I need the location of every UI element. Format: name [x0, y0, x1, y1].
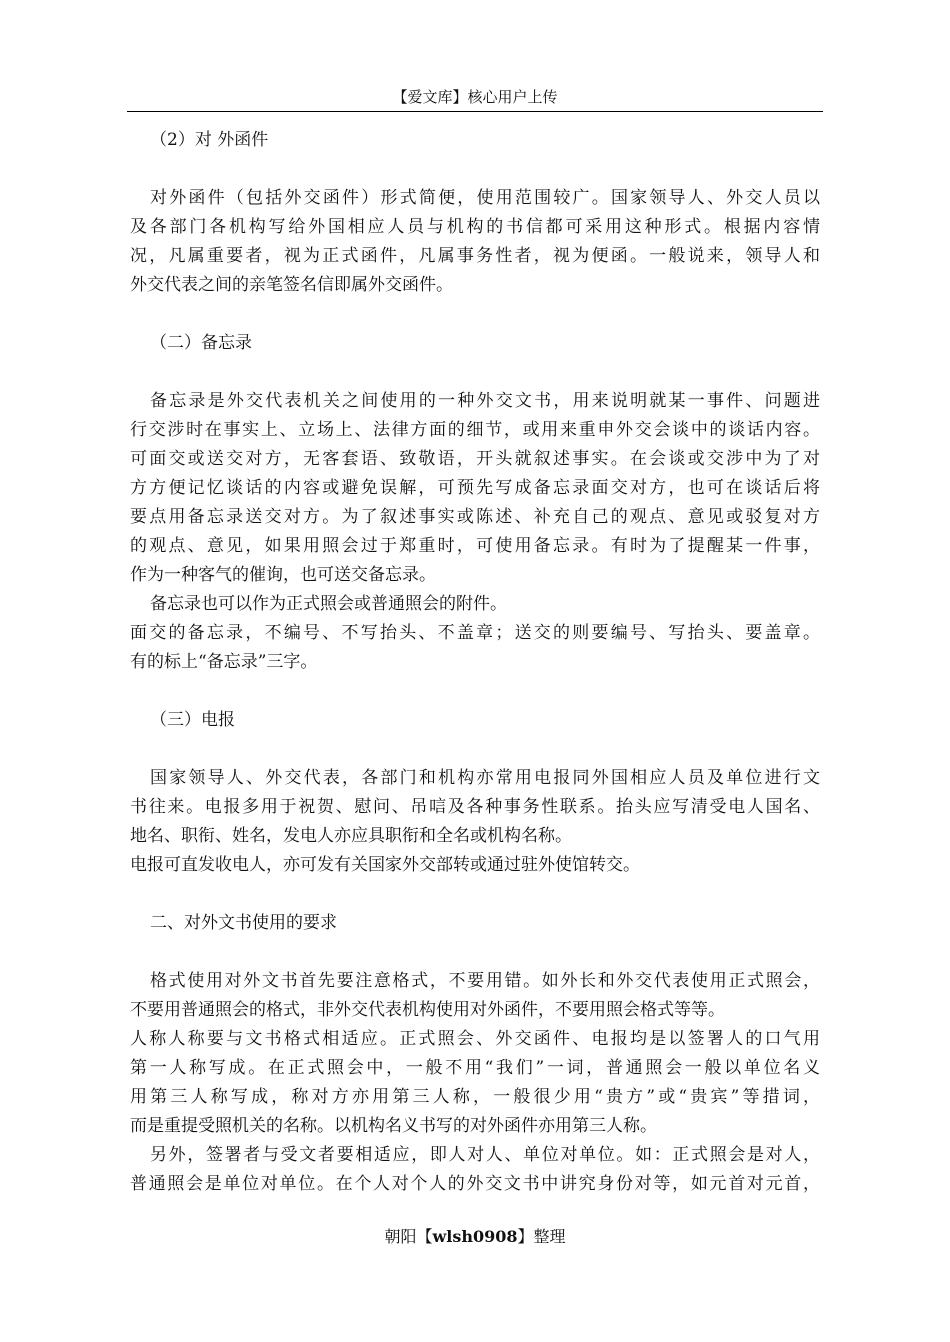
document-body	[130, 126, 820, 1199]
text-line: 而是重提受照机关的名称。以机构名义书写的对外函件亦用第三人称。	[130, 1116, 657, 1136]
text-line: 书往来。电报多用于祝贺、慰问、吊唁及各种事务性联系。抬头应写清受电人国名、	[130, 797, 820, 817]
text-line: 有的标上“备忘录”三字。	[130, 652, 318, 672]
paragraph-memorandum	[130, 387, 820, 590]
paragraph-format	[130, 967, 820, 1025]
text-line: 不要用普通照会的格式，非外交代表机构使用对外函件，不要用照会格式等等。	[130, 1000, 725, 1020]
text-line: 用第三人称写成，称对方亦用第三人称，一般很少用“贵方”或“贵宾”等措词，	[130, 1087, 820, 1107]
text-line: 方方便记忆谈话的内容或避免误解，可预先写成备忘录面交对方，也可在谈话后将	[130, 478, 820, 498]
paragraph-person	[130, 1025, 820, 1141]
paragraph-signatory	[130, 1141, 820, 1199]
paragraph-memorandum-attachment: 备忘录也可以作为正式照会或普通照会的附件。	[150, 594, 507, 614]
paragraph-memorandum-format	[130, 619, 820, 677]
text-line: 普通照会是单位对单位。在个人对个人的外交文书中讲究身份对等，如元首对元首，	[130, 1174, 820, 1194]
section-heading-telegram: （三）电报	[150, 710, 235, 730]
paragraph-external-letters	[130, 184, 820, 300]
text-line: 另外，签署者与受文者要相适应，即人对人、单位对单位。如：正式照会是对人，	[150, 1145, 820, 1165]
section-heading-memorandum: （二）备忘录	[150, 333, 252, 353]
text-line: 行交涉时在事实上、立场上、法律方面的细节，或用来重申外交会谈中的谈话内容。	[130, 420, 820, 440]
text-line: 作为一种客气的催询，也可送交备忘录。	[130, 565, 436, 585]
text-line: 外交代表之间的亲笔签名信即属外交函件。	[130, 275, 453, 295]
text-line: 人称人称要与文书格式相适应。正式照会、外交函件、电报均是以签署人的口气用	[130, 1029, 820, 1049]
text-line: 况，凡属重要者，视为正式函件，凡属事务性者，视为便函。一般说来，领导人和	[130, 246, 820, 266]
footer-prefix: 朝阳【	[384, 1227, 433, 1246]
text-line: 对外函件（包括外交函件）形式简便，使用范围较广。国家领导人、外交人员以	[150, 188, 820, 208]
page-footer	[127, 1226, 823, 1248]
text-line: 国家领导人、外交代表，各部门和机构亦常用电报同外国相应人员及单位进行文	[150, 768, 820, 788]
text-line: 备忘录是外交代表机关之间使用的一种外交文书，用来说明就某一事件、问题进	[150, 391, 820, 411]
paragraph-telegram-delivery: 电报可直发收电人，亦可发有关国家外交部转或通过驻外使馆转交。	[130, 855, 640, 875]
text-line: 要点用备忘录送交对方。为了叙述事实或陈述、补充自己的观点、意见或驳复对方	[130, 507, 820, 527]
text-line: 及各部门各机构写给外国相应人员与机构的书信都可采用这种形式。根据内容情	[130, 217, 820, 237]
footer-suffix: 】整理	[517, 1227, 566, 1246]
text-line: 地名、职衔、姓名，发电人亦应具职衔和全名或机构名称。	[130, 826, 572, 846]
section-heading-usage-requirements: 二、对外文书使用的要求	[150, 913, 337, 933]
text-line: 的观点、意见，如果用照会过于郑重时，可使用备忘录。有时为了提醒某一件事，	[130, 536, 820, 556]
paragraph-telegram	[130, 764, 820, 851]
text-line: 可面交或送交对方，无客套语、致敬语，开头就叙述事实。在会谈或交涉中为了对	[130, 449, 820, 469]
text-line: 格式使用对外文书首先要注意格式，不要用错。如外长和外交代表使用正式照会，	[150, 971, 820, 991]
page-header	[127, 86, 823, 112]
header-text: 【爱文库】核心用户上传	[392, 88, 558, 106]
section-heading-external-letters: （2）对 外函件	[150, 130, 269, 150]
text-line: 面交的备忘录，不编号、不写抬头、不盖章；送交的则要编号、写抬头、要盖章。	[130, 623, 820, 643]
text-line: 第一人称写成。在正式照会中，一般不用“我们”一词，普通照会一般以单位名义	[130, 1058, 820, 1078]
footer-code: wlsh0908	[432, 1227, 518, 1246]
